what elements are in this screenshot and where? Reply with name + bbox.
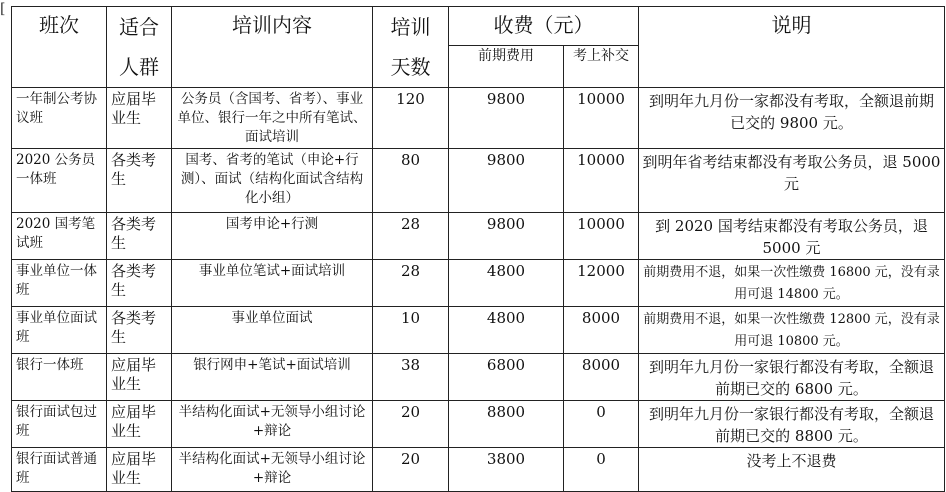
fee-supplement: 10000 [564,88,639,149]
refund-note: 到 2020 国考结束都没有考取公务员，退 5000 元 [639,213,945,260]
training-content: 半结构化面试+无领导小组讨论+辩论 [172,401,373,448]
table-row [12,88,945,149]
class-name: 2020 国考笔试班 [12,213,107,260]
training-content: 国考申论+行测 [172,213,373,260]
refund-note: 到明年九月份一家都没有考取，全额退前期已交的 9800 元。 [639,88,945,149]
training-days: 28 [373,213,449,260]
training-content: 银行网申+笔试+面试培训 [172,354,373,401]
class-name: 2020 公务员一体班 [12,149,107,213]
refund-note: 到明年九月份一家银行都没有考取，全额退前期已交的 8800 元。 [639,401,945,448]
refund-note: 没考上不退费 [639,448,945,492]
table-row [12,448,945,492]
training-days: 80 [373,149,449,213]
training-content: 事业单位笔试+面试培训 [172,260,373,307]
refund-note: 到明年九月份一家银行都没有考取，全额退前期已交的 6800 元。 [639,354,945,401]
fee-upfront: 4800 [449,307,564,354]
fee-supplement: 12000 [564,260,639,307]
fee-upfront: 9800 [449,213,564,260]
training-days: 120 [373,88,449,149]
training-days: 20 [373,401,449,448]
target-group: 各类考生 [107,307,172,354]
header-class: 班次 [12,7,107,88]
training-content: 事业单位面试 [172,307,373,354]
training-content: 国考、省考的笔试（申论+行测）、面试（结构化面试含结构化小组） [172,149,373,213]
header-fee-supplement: 考上补交 [564,46,639,88]
training-days: 20 [373,448,449,492]
target-group: 各类考生 [107,213,172,260]
fee-supplement: 0 [564,448,639,492]
header-fee-upfront: 前期费用 [449,46,564,88]
class-name: 银行面试普通班 [12,448,107,492]
target-group: 各类考生 [107,260,172,307]
training-days: 10 [373,307,449,354]
class-name: 银行一体班 [12,354,107,401]
refund-note: 前期费用不退，如果一次性缴费 16800 元，没有录用可退 14800 元。 [639,260,945,307]
training-days: 38 [373,354,449,401]
target-group: 应届毕业生 [107,354,172,401]
training-days: 28 [373,260,449,307]
header-row [12,7,945,46]
target-group: 应届毕业生 [107,88,172,149]
target-group: 各类考生 [107,149,172,213]
header-fee: 收费（元） [449,7,639,46]
header-note: 说明 [639,7,945,88]
refund-note: 前期费用不退，如果一次性缴费 12800 元，没有录用可退 10800 元。 [639,307,945,354]
fee-upfront: 3800 [449,448,564,492]
corner-mark: [ [0,1,6,17]
fee-table [11,6,945,492]
target-group: 应届毕业生 [107,448,172,492]
table-row [12,149,945,213]
table-row [12,401,945,448]
header-content: 培训内容 [172,7,373,88]
header-audience: 适合 人群 [107,7,172,88]
class-name: 一年制公考协议班 [12,88,107,149]
fee-supplement: 8000 [564,354,639,401]
training-content: 公务员（含国考、省考）、事业单位、银行一年之中所有笔试、面试培训 [172,88,373,149]
training-content: 半结构化面试+无领导小组讨论+辩论 [172,448,373,492]
table-row [12,307,945,354]
fee-upfront: 4800 [449,260,564,307]
fee-supplement: 10000 [564,213,639,260]
fee-upfront: 9800 [449,88,564,149]
fee-upfront: 6800 [449,354,564,401]
fee-supplement: 10000 [564,149,639,213]
fee-supplement: 0 [564,401,639,448]
class-name: 银行面试包过班 [12,401,107,448]
target-group: 应届毕业生 [107,401,172,448]
table-row [12,354,945,401]
fee-upfront: 8800 [449,401,564,448]
refund-note: 到明年省考结束都没有考取公务员，退 5000 元 [639,149,945,213]
fee-upfront: 9800 [449,149,564,213]
fee-supplement: 8000 [564,307,639,354]
table-row [12,213,945,260]
class-name: 事业单位一体班 [12,260,107,307]
header-days: 培训 天数 [373,7,449,88]
class-name: 事业单位面试班 [12,307,107,354]
table-row [12,260,945,307]
